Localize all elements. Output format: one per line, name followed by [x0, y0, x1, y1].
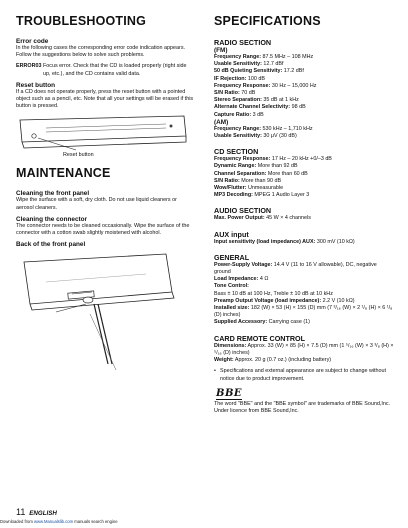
spec-note-text: Specifications and external appearance are subject to change without notice due to product improvement. — [220, 368, 387, 382]
front-panel-back-illustration — [16, 252, 186, 370]
error-code-heading: Error code — [16, 38, 49, 45]
spec-label: Input sensitivity (load impedance) AUX: — [214, 238, 316, 245]
spec-value: More than 90 dB — [239, 177, 282, 184]
spec-value: Approx. 20 g (0.7 oz.) (including battery) — [233, 357, 332, 364]
spec-label: Usable Sensitivity: — [214, 61, 262, 68]
spec-line — [214, 90, 394, 97]
spec-line — [214, 185, 394, 192]
cd-spec-list — [214, 156, 394, 199]
maintenance-title: MAINTENANCE — [16, 166, 111, 181]
spec-value: 17.2 dBf — [282, 68, 304, 75]
spec-line — [214, 54, 394, 61]
spec-line — [214, 178, 394, 185]
spec-label: Wow/Flutter: — [214, 185, 247, 192]
connector-text: The connector needs to be cleaned occasionally. Wipe the surface of the connector with a cotton swab slightly moistened with alcohol. — [16, 222, 190, 237]
spec-value: 12.7 dBf — [261, 61, 284, 68]
fm-spec-list — [214, 54, 394, 119]
am-label: (AM) — [214, 118, 229, 126]
audio-spec-list — [214, 215, 394, 222]
reset-button-label: Reset button — [63, 152, 94, 159]
page-footer — [16, 507, 57, 517]
spec-value: 3 dB — [251, 111, 264, 118]
reset-hole — [32, 134, 36, 138]
general-heading: GENERAL — [214, 252, 250, 262]
spec-value: Approx. 33 (W) × 85 (H) × 7.5 (D) mm (1 ⁵/₁₆ (W) × 3 ³/₈ (H) × ⁵/₁₆ (D) inches) — [214, 342, 394, 356]
front-panel-text: Wipe the surface with a soft, dry cloth. Do not use liquid cleaners or aerosol cleaners. — [16, 197, 177, 211]
spec-value: 98 dB — [290, 104, 306, 111]
spec-value: MPEG 1 Audio Layer 3 — [252, 192, 310, 199]
spec-line — [214, 283, 394, 290]
download-prefix: Downloaded from — [0, 519, 34, 524]
bbe-licence-text: Under licence from BBE Sound,Inc. — [214, 407, 299, 414]
spec-line — [214, 239, 394, 246]
spec-line — [214, 215, 394, 222]
spec-line — [214, 126, 394, 133]
spec-label: IF Rejection: — [214, 75, 247, 82]
spec-value: 100 dB — [246, 75, 265, 82]
page-number: 11 — [16, 507, 26, 517]
back-panel-heading: Back of the front panel — [16, 241, 86, 249]
spec-line — [214, 83, 394, 90]
spec-label: Usable Sensitivity: — [214, 133, 262, 140]
spec-value: Bass ± 10 dB at 100 Hz, Treble ± 10 dB at 10 kHz — [214, 290, 333, 297]
error-entry — [16, 63, 194, 77]
fm-label: (FM) — [214, 47, 228, 54]
front-panel-heading: Cleaning the front panel — [16, 190, 90, 198]
radio-section-heading: RADIO SECTION — [214, 38, 272, 47]
spec-value: 70 dB — [239, 90, 256, 97]
spec-label: Alternate Channel Selectivity: — [214, 104, 291, 111]
spec-line — [214, 61, 394, 68]
reset-heading: Reset button — [16, 81, 56, 89]
download-site-link[interactable]: www.Manualslib.com — [33, 519, 74, 524]
spec-value: 300 mV (10 kΩ) — [315, 238, 355, 245]
spec-line — [214, 112, 394, 119]
cotton-swab-tip — [83, 297, 93, 303]
aux-heading: AUX input — [214, 229, 249, 239]
spec-label: Load Impedance: — [214, 276, 259, 283]
connector-heading: Cleaning the connector — [16, 215, 88, 223]
spec-line — [214, 156, 394, 163]
spec-line — [214, 104, 394, 111]
spec-label: Channel Separation: — [214, 170, 267, 177]
spec-label: Supplied Accessory: — [214, 319, 268, 326]
spec-value: 45 W × 4 channels — [264, 215, 311, 222]
unit-front-illustration — [16, 114, 194, 160]
spec-label: Preamp Output Voltage (load impedance): — [214, 297, 322, 304]
troubleshooting-title: TROUBLESHOOTING — [16, 14, 147, 28]
spec-value: 17 Hz – 20 kHz +0/–3 dB — [270, 156, 332, 163]
spec-value: 182 (W) × 53 (H) × 155 (D) mm (7 ³/₁₆ (W) × 2 ¹/₈ (H) × 6 ¹/₈ (D) inches) — [214, 305, 393, 319]
spec-line — [214, 305, 394, 319]
remote-spec-list — [214, 343, 394, 365]
spec-label: 50 dB Quieting Sensitivity: — [214, 68, 283, 75]
spec-value: 30 μV (30 dB) — [261, 133, 297, 140]
spec-note: • Specifications and external appearance are subject to change without notice due to product improvement. — [214, 368, 394, 382]
spec-label: Max. Power Output: — [214, 215, 265, 222]
spec-value: 2.2 V (10 kΩ) — [321, 297, 355, 304]
spec-label: Installed size: — [214, 305, 250, 312]
spec-value: 87.5 MHz – 108 MHz — [261, 54, 314, 60]
spec-line — [214, 357, 394, 364]
general-spec-list — [214, 262, 394, 327]
spec-label: Tone Control: — [214, 283, 249, 290]
reset-text: If a CD does not operate properly, press the reset button with a pointed object such as a pencil, etc. Note that all your settings will be erased if this button is pressed. — [16, 88, 194, 110]
spec-value: Carrying case (1) — [267, 319, 310, 326]
spec-line — [214, 68, 394, 75]
spec-value: 4 Ω — [258, 276, 269, 283]
spec-label: Frequency Response: — [214, 82, 271, 89]
spec-value: Unmeasurable — [246, 185, 284, 192]
spec-label: Dynamic Range: — [214, 163, 257, 170]
spec-value: 30 Hz – 15,000 Hz — [270, 82, 317, 89]
spec-label: Frequency Range: — [214, 54, 262, 60]
spec-line — [214, 343, 394, 357]
spec-label: MP3 Decoding: — [214, 192, 253, 199]
spec-line — [214, 319, 394, 326]
spec-value: More than 92 dB — [256, 163, 298, 170]
error-code-description: Focus error. Check that the CD is loaded properly (right side up, etc.), and the CD contains valid data. — [43, 63, 187, 77]
remote-heading: CARD REMOTE CONTROL — [214, 333, 306, 343]
spec-label: Frequency Response: — [214, 156, 271, 163]
spec-line — [214, 97, 394, 104]
spec-line — [214, 291, 394, 298]
spec-value: More than 60 dB — [266, 170, 308, 177]
spec-label: S/N Ratio: — [214, 177, 240, 184]
page-language: ENGLISH — [29, 510, 57, 517]
spec-line — [214, 262, 394, 276]
spec-value: 14.4 V (11 to 16 V allowable), DC, negative ground — [214, 261, 377, 276]
spec-label: Dimensions: — [214, 342, 247, 349]
bbe-logo: BBE — [216, 387, 243, 399]
cd-section-heading: CD SECTION — [214, 147, 259, 157]
spec-line — [214, 276, 394, 283]
spec-line — [214, 163, 394, 170]
spec-line — [214, 192, 394, 199]
download-banner — [0, 519, 118, 524]
am-spec-list — [214, 126, 394, 140]
error-code-label: ERROR03 — [16, 63, 42, 70]
reset-button-diagram — [16, 114, 194, 160]
spec-value: 35 dB at 1 kHz — [261, 97, 299, 104]
bbe-trademark-text: The word "BBE" and the "BBE symbol" are trademarks of BBE Sound,Inc. — [214, 400, 391, 407]
spec-label: Frequency Range: — [214, 125, 262, 132]
spec-line — [214, 298, 394, 305]
download-suffix: manuals search engine — [73, 519, 118, 524]
spec-value: 530 kHz – 1,710 kHz — [261, 125, 313, 132]
spec-label: Capture Ratio: — [214, 111, 252, 118]
audio-section-heading: AUDIO SECTION — [214, 206, 272, 216]
spec-label: Power-Supply Voltage: — [214, 261, 273, 268]
aux-spec-list — [214, 239, 394, 246]
spec-line — [214, 171, 394, 178]
spec-line — [214, 133, 394, 140]
spec-label: Weight: — [214, 357, 234, 364]
right-column — [214, 14, 394, 415]
spec-label: S/N Ratio: — [214, 90, 240, 97]
error-code-text: In the following cases the corresponding error code indication appears. Follow the suggestions below to solve such problems. — [16, 45, 186, 59]
left-column — [16, 14, 194, 375]
spec-label: Stereo Separation: — [214, 97, 262, 104]
spec-line — [214, 76, 394, 83]
specifications-title: SPECIFICATIONS — [214, 14, 321, 28]
